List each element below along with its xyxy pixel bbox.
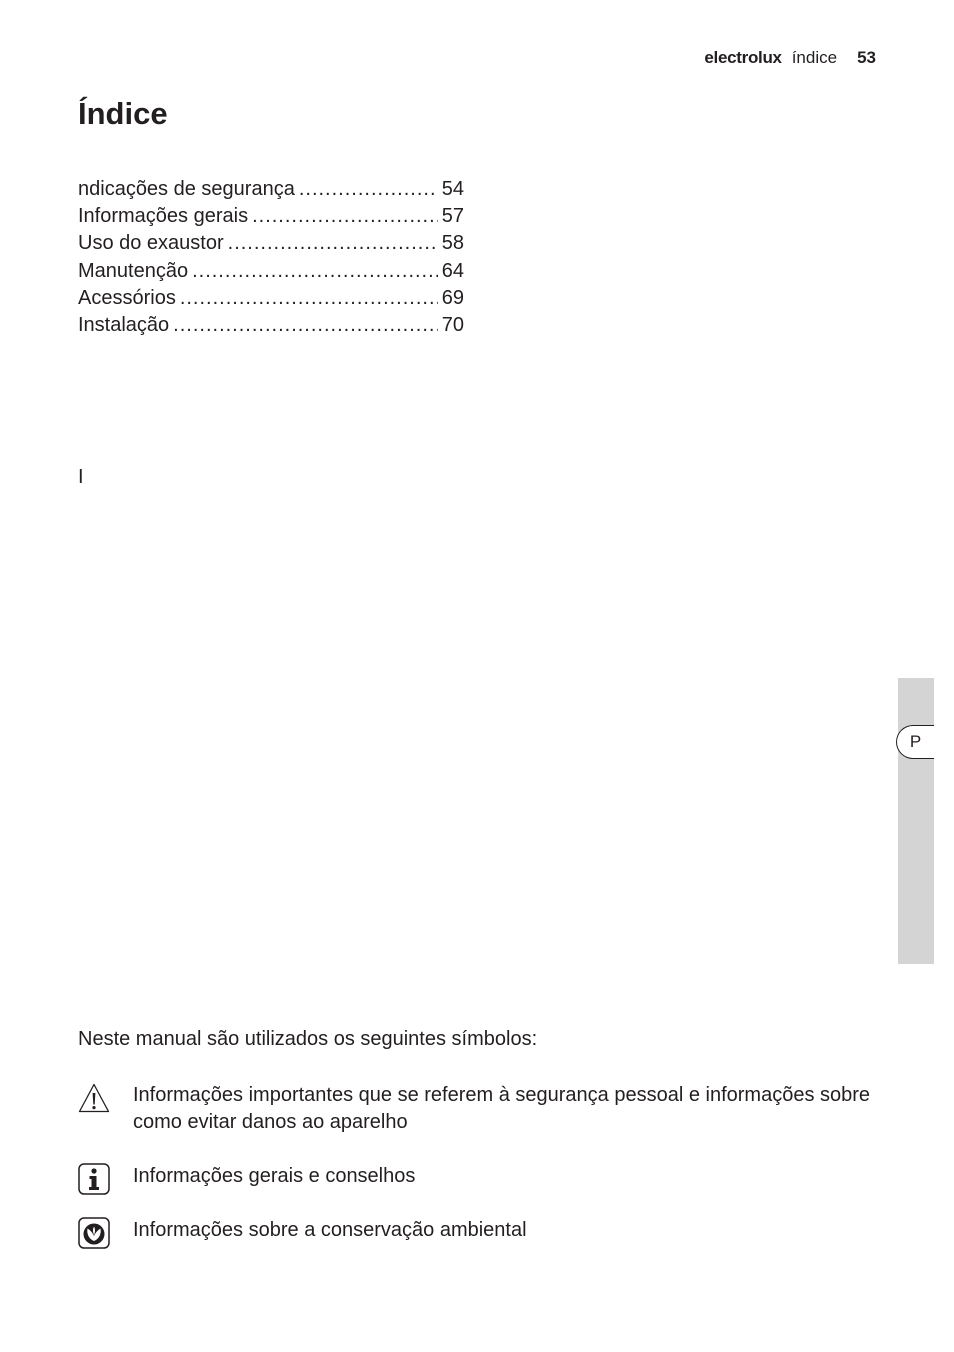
language-side-tab [898,678,934,964]
legend-item-warning [78,1082,878,1136]
warning-triangle-icon [78,1082,110,1114]
toc-entry[interactable] [78,312,464,339]
toc-leader-dots [299,176,438,203]
page-header [704,48,876,68]
toc-leader-dots [252,203,438,230]
language-letter-badge: P [896,725,934,759]
toc-entry[interactable] [78,176,464,203]
toc-entry-label: Acessórios [78,286,176,309]
toc-leader-dots [180,285,438,312]
toc-entry-label: ndicações de segurança [78,178,295,200]
toc-leader-dots [173,312,438,339]
toc-entry[interactable] [78,203,464,230]
legend-item-text: Informações gerais e conselhos [133,1165,416,1187]
toc-entry-page: 64 [441,259,464,282]
legend-item-text: Informações importantes que se referem à segurança pessoal e informações sobre como evitar danos ao aparelho [133,1084,871,1133]
table-of-contents [78,176,464,339]
info-icon [78,1163,110,1195]
toc-entry-label: Manutenção [78,259,189,282]
page-title: Índice [78,96,168,131]
toc-entry-page: 58 [441,232,464,255]
toc-entry[interactable] [78,230,464,257]
brand-logo: electrolux [704,48,782,67]
section-name: índice [791,48,838,67]
toc-entry-page: 69 [441,286,464,309]
toc-leader-dots [228,230,438,257]
toc-entry-label: Informações gerais [78,205,249,228]
symbols-intro-text: Neste manual são utilizados os seguintes símbolos: [78,1028,538,1050]
toc-entry-label: Uso do exaustor [78,232,224,255]
toc-entry[interactable] [78,258,464,285]
legend-item-info [78,1163,878,1195]
legend-item-environment [78,1217,878,1249]
toc-entry-label: Instalação [78,313,170,336]
toc-entry-page: 57 [441,205,464,228]
stray-character: I [78,466,84,488]
toc-entry-page: 70 [441,313,464,336]
toc-leader-dots [192,258,438,285]
environment-icon [78,1217,110,1249]
page-number: 53 [857,48,876,67]
toc-entry-page: 54 [441,178,464,200]
legend-item-text: Informações sobre a conservação ambiental [133,1219,527,1241]
toc-entry[interactable] [78,285,464,312]
